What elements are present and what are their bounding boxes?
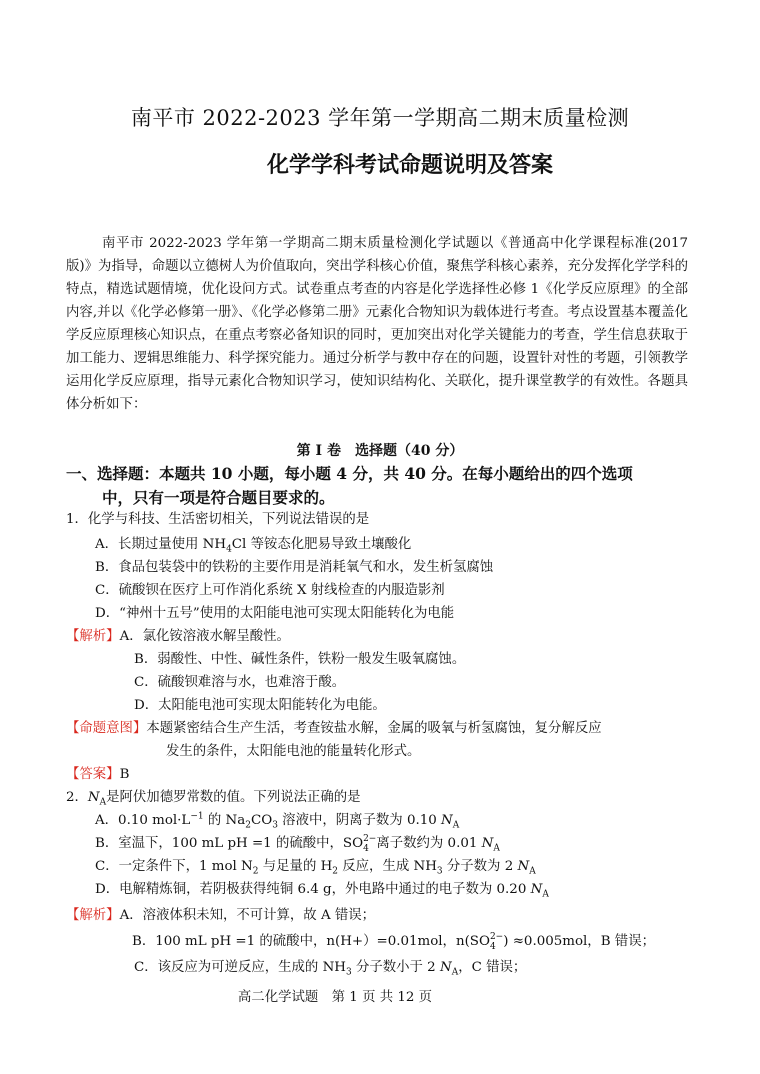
q2-analysis-b-ion: [490, 932, 503, 952]
q1-analysis-a: [66, 625, 290, 644]
q2-c-text2: 与足量的 H: [258, 859, 333, 874]
q2-analysis-a-text: A．溶液体积未知，不可计算，故 A 错误；: [119, 908, 376, 923]
q2-a-sup: −1: [190, 811, 204, 822]
q2-a-na-sub: A: [452, 820, 460, 831]
q2-b-sup: 2−: [363, 833, 377, 844]
q2-d-text: D．电解精炼铜，若阴极获得纯铜 6.4 g，外电路中通过的电子数为 0.20: [95, 882, 531, 897]
q2-a-text1: A．0.10 mol·L: [95, 813, 191, 828]
q2-b-text2: 离子数约为 0.01: [376, 836, 482, 851]
q2-d-na-sub: A: [542, 889, 549, 900]
q2-stem: [66, 786, 361, 808]
q2-option-c: [95, 855, 536, 877]
q2-analysis-b-sup: 2−: [489, 931, 504, 942]
q1-answer-value: B: [119, 767, 130, 782]
q1-answer: [66, 763, 129, 782]
part-heading: [66, 462, 706, 510]
q2-a-na: N: [441, 813, 453, 828]
analysis-tag: 【解析】: [66, 629, 120, 644]
q2-analysis-c: [134, 956, 526, 978]
q2-a-text4: 溶液中，阴离子数为 0.10: [277, 813, 442, 828]
q1-a-text: A．长期过量使用 NH: [95, 537, 227, 552]
document-subtitle: 化学学科考试命题说明及答案: [266, 152, 553, 178]
q2-analysis-c-na: N: [439, 960, 452, 975]
q2-analysis-a: [66, 904, 375, 923]
q2-b-na-sub: A: [493, 843, 500, 854]
q2-option-b: [95, 832, 500, 854]
q2-c-text1: C．一定条件下，1 mol N: [95, 859, 253, 874]
q2-b-na: N: [481, 836, 494, 851]
q1-option-a: [95, 533, 411, 555]
q2-a-sub1: 2: [245, 820, 251, 831]
q2-analysis-b: [132, 930, 655, 952]
analysis-tag-2: 【解析】: [66, 908, 120, 923]
q2-b-sub: 4: [363, 843, 369, 854]
q1-intent: [66, 717, 602, 736]
q1-analysis-a-text: A．氯化铵溶液水解呈酸性。: [119, 629, 290, 644]
part-heading-line1: 一、选择题：本题共 10 小题，每小题 4 分，共 40 分。在每小题给出的四个选项: [66, 464, 633, 483]
q2-c-sub3: 3: [436, 866, 443, 877]
q2-na: N: [87, 790, 100, 805]
q2-analysis-c-text1: C．该反应为可逆反应，生成的 NH: [134, 960, 346, 975]
q2-b-text1: B．室温下，100 mL pH =1 的硫酸中，SO: [95, 836, 364, 851]
q2-option-a: [95, 809, 459, 831]
q2-c-text4: 分子数为 2: [442, 859, 518, 874]
q2-analysis-c-text3: ，C 错误；: [458, 960, 527, 975]
q2-analysis-c-text2: 分子数小于 2: [351, 960, 440, 975]
q2-d-na: N: [530, 882, 543, 897]
q2-stem-text: 是阿伏加德罗常数的值。下列说法正确的是: [106, 790, 361, 805]
q1-analysis-b: B．弱酸性、中性、碱性条件，铁粉一般发生吸氧腐蚀。: [134, 652, 466, 667]
q2-analysis-b-text1: B．100 mL pH =1 的硫酸中，n(H+）=0.01mol，n(SO: [132, 934, 490, 949]
q1-stem: 1．化学与科技、生活密切相关，下列说法错误的是: [66, 512, 370, 527]
q2-na-sub: A: [99, 797, 107, 808]
q1-option-d: D．“神州十五号”使用的太阳能电池可实现太阳能转化为电能: [95, 606, 455, 621]
q1-a-text-rest: Cl 等铵态化肥易导致土壤酸化: [231, 537, 412, 552]
q1-intent-text: 本题紧密结合生产生活，考查铵盐水解，金属的吸氧与析氢腐蚀，复分解反应: [146, 721, 602, 736]
q1-a-sub: 4: [226, 544, 232, 555]
q2-a-text3: CO: [250, 813, 273, 828]
page-footer: 高二化学试题 第 1 页 共 12 页: [237, 990, 433, 1005]
q2-c-na-sub: A: [529, 866, 536, 877]
q1-analysis-d: D．太阳能电池可实现太阳能转化为电能。: [134, 698, 386, 713]
q2-c-text3: 反应，生成 NH: [338, 859, 437, 874]
q2-b-ion: [363, 834, 376, 854]
q1-analysis-c: C．硫酸钡难溶与水，也难溶于酸。: [134, 675, 346, 690]
q2-analysis-b-sub: 4: [489, 941, 496, 952]
q2-analysis-b-text2: ) ≈0.005mol，B 错误；: [503, 934, 655, 949]
q1-intent-cont: 发生的条件，太阳能电池的能量转化形式。: [166, 744, 421, 759]
q2-a-sub2: 3: [272, 820, 278, 831]
q1-option-b: B．食品包装袋中的铁粉的主要作用是消耗氧气和水，发生析氢腐蚀: [95, 560, 494, 575]
q2-analysis-c-na-sub: A: [451, 967, 459, 978]
section-title: 第 I 卷 选择题（40 分）: [296, 443, 464, 459]
intro-paragraph: 南平市 2022-2023 学年第一学期高二期末质量检测化学试题以《普通高中化学课程标准(2017 版)》为指导，命题以立德树人为价值取向，突出学科核心价值，聚焦学科核心素养，充分发挥化学学科的特点，精选试题情境，优化设问方式。试卷重点考查的内容是化学选择性必修 1《化学反应原理》的全部内容,并以《化学必修第一册》、《化学必修第二册》元素化合物知识为载体进行考查。考点设置基本覆盖化学反应原理核心知识点，在重点考察必备知识的同时，更加突出对化学关键能力的考查，学生信息获取于加工能力、逻辑思维能力、科学探究能力。通过分析学与教中存在的问题，设置针对性的考题，引领教学运用化学反应原理，指导元素化合物知识学习，使知识结构化、关联化，提升课堂教学的有效性。各题具体分析如下：: [66, 236, 688, 412]
q2-c-sub1: 2: [252, 866, 259, 877]
q2-c-na: N: [517, 859, 530, 874]
part-heading-line2: 中，只有一项是符合题目要求的。: [102, 488, 335, 507]
q1-option-c: C．硫酸钡在医疗上可作消化系统 X 射线检查的内服造影剂: [95, 583, 445, 598]
q2-a-text2: 的 Na: [203, 813, 246, 828]
q2-analysis-c-sub: 3: [345, 967, 352, 978]
q2-c-sub2: 2: [332, 866, 339, 877]
q2-number: 2．: [66, 790, 88, 805]
document-title: 南平市 2022-2023 学年第一学期高二期末质量检测: [130, 106, 630, 130]
answer-tag: 【答案】: [66, 767, 120, 782]
q2-option-d: [95, 878, 549, 900]
intent-tag: 【命题意图】: [66, 721, 147, 736]
